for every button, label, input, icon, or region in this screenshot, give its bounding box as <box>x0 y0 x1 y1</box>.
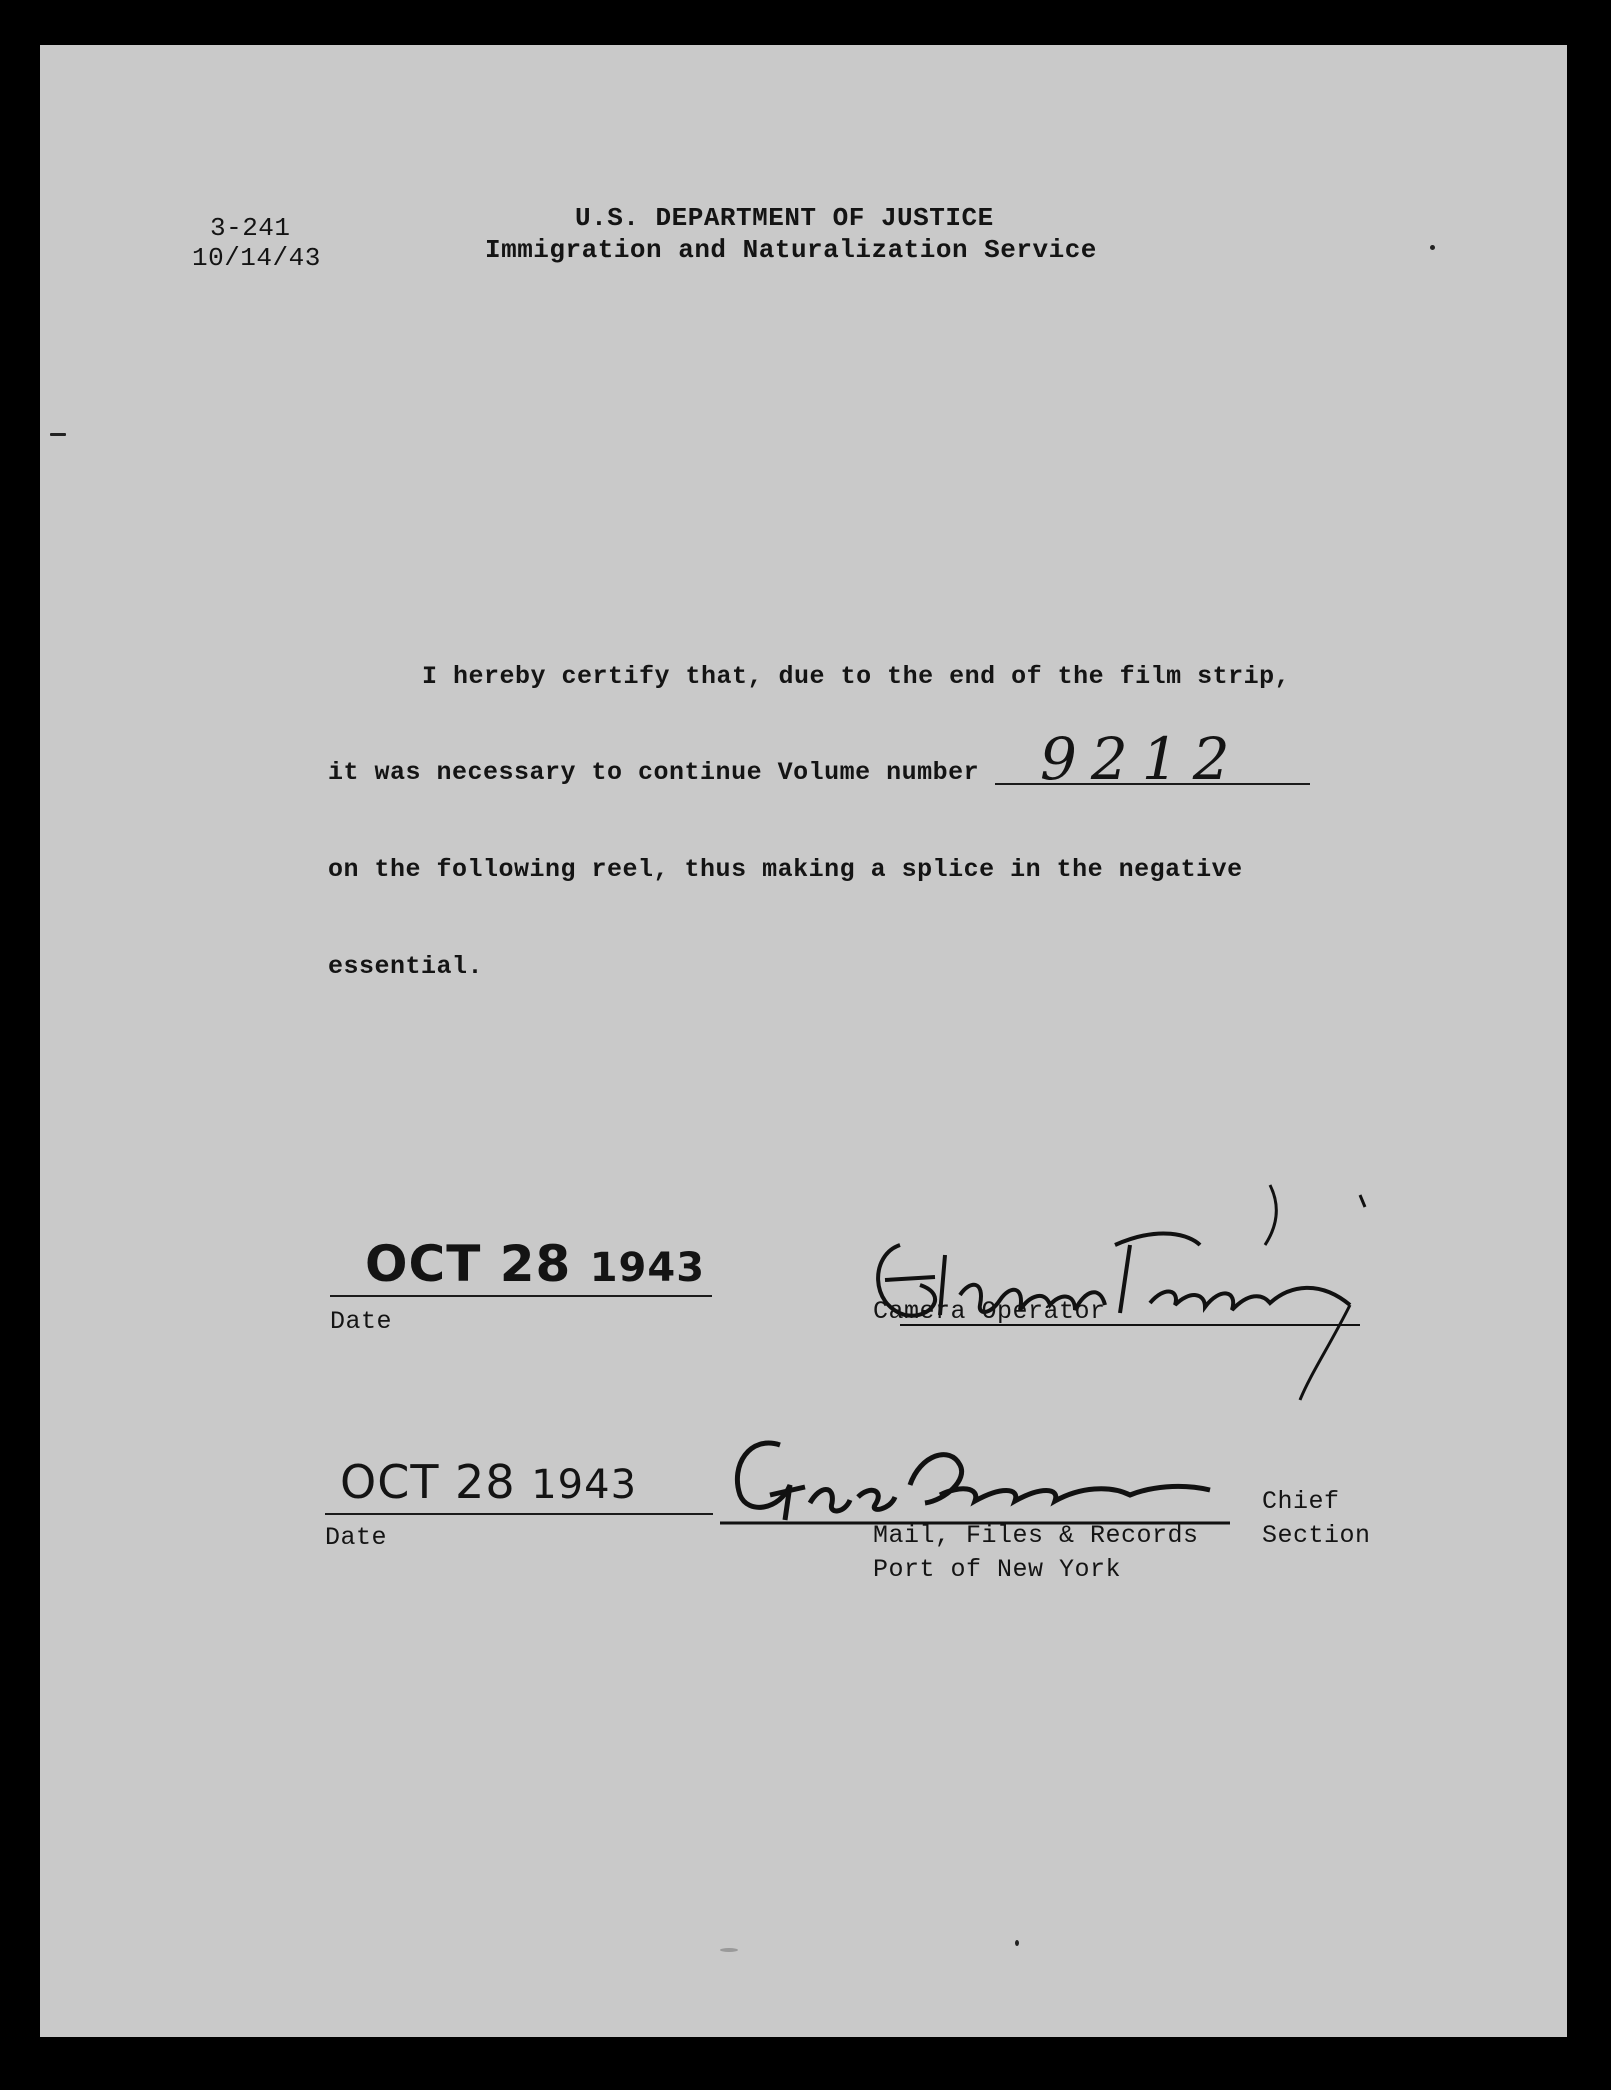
chief-signature <box>710 1425 1230 1535</box>
date-label-2: Date <box>325 1523 388 1552</box>
date-line-2 <box>325 1513 713 1515</box>
camera-operator-title: Camera Operator <box>873 1297 1106 1326</box>
date-line-1 <box>330 1295 712 1297</box>
form-date: 10/14/43 <box>192 243 321 273</box>
dust-speck <box>1430 245 1435 250</box>
date-stamp-2-year: 1943 <box>531 1462 638 1508</box>
dust-speck <box>720 1948 738 1952</box>
certificate-line-1: I hereby certify that, due to the end of the film strip, <box>422 662 1291 691</box>
camera-operator-signature <box>860 1185 1390 1405</box>
date-stamp-1-day: OCT 28 <box>365 1235 572 1293</box>
department-heading: U.S. DEPARTMENT OF JUSTICE <box>575 203 994 233</box>
dust-speck <box>1015 1940 1019 1946</box>
document-page <box>40 45 1567 2037</box>
volume-number-handwritten: 9212 <box>1040 725 1244 793</box>
certificate-line-2: it was necessary to continue Volume number <box>328 758 980 787</box>
certificate-line-3: on the following reel, thus making a splice in the negative <box>328 855 1243 884</box>
chief-title: Chief <box>1262 1487 1340 1516</box>
form-number: 3-241 <box>210 213 291 243</box>
date-label-1: Date <box>330 1307 393 1336</box>
section-title: Section <box>1262 1521 1371 1550</box>
date-stamp-2-day: OCT 28 <box>340 1455 516 1509</box>
service-heading: Immigration and Naturalization Service <box>485 235 1097 265</box>
date-stamp-1-year: 1943 <box>589 1245 706 1291</box>
mail-files-records-title: Mail, Files & Records <box>873 1521 1199 1550</box>
date-stamp-1 <box>365 1235 705 1293</box>
certificate-line-4: essential. <box>328 952 484 981</box>
date-stamp-2 <box>340 1455 637 1509</box>
dust-speck <box>50 433 66 436</box>
port-of-new-york-title: Port of New York <box>873 1555 1122 1584</box>
